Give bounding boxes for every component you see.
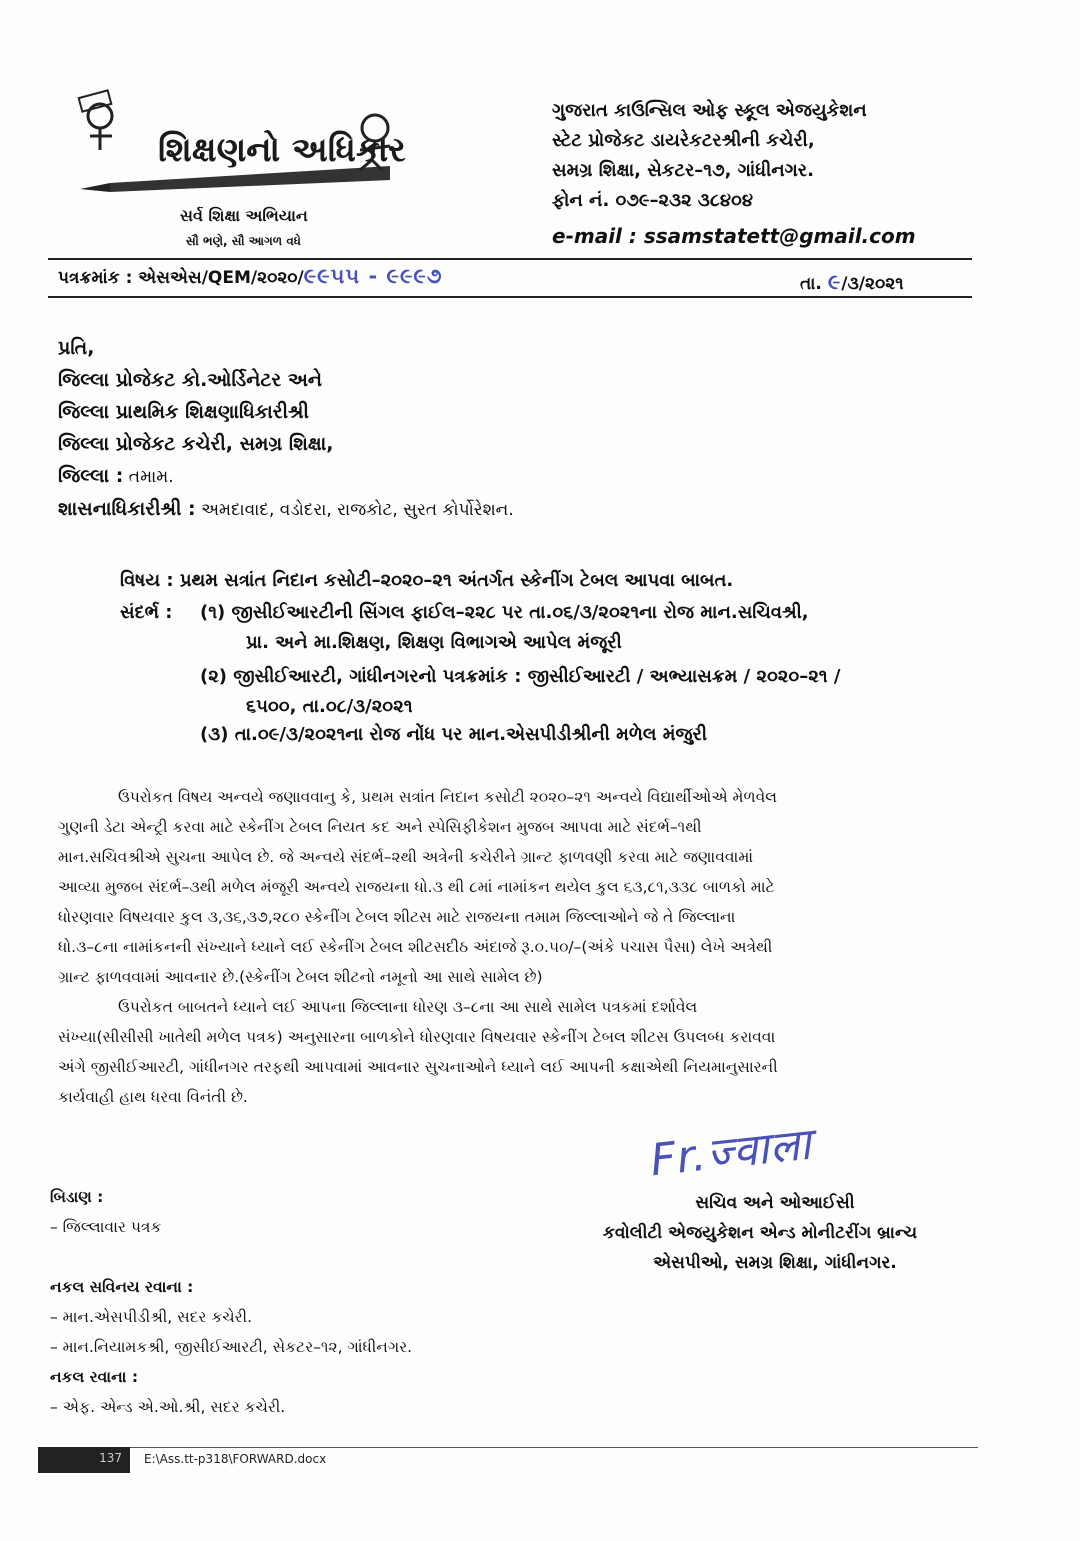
office-phone: ફોન નં. ૦૭૯–૨૩૨ ૩૮૪૦૪ [552,190,753,211]
addr-line4-label: જિલ્લા : [58,465,124,487]
date-suffix: /૩/૨૦૨૧ [841,274,904,294]
footer-rule [40,1447,978,1448]
p1-line: માન.સચિવશ્રીએ સુચના આપેલ છે. જે અન્વયે સંદર્ભ–૨થી અત્રેની કચેરીને ગ્રાન્ટ ફાળવણી કરવા માટે જણાવવામાં [58,848,754,866]
ref-number [58,264,442,289]
footer-bar [38,1447,130,1473]
signatory-office: એસપીઓ, સમગ્ર શિક્ષા, ગાંધીનગર. [653,1253,897,1273]
header-rule-top [48,258,972,260]
footer-page: 137 [99,1451,122,1465]
signatory-title: સચિવ અને ઓઆઈસી [695,1193,855,1213]
office-dept: સ્ટેટ પ્રોજેકટ ડાયરેકટરશ્રીની કચેરી, [552,130,815,151]
copy-item: – એફ. એન્ડ એ.ઓ.શ્રી, સદર કચેરી. [50,1398,286,1416]
office-email: e-mail : ssamstatett@gmail.com [552,224,916,248]
logo-title: શિક્ષણનો અધિકાર [158,130,406,170]
p1-line: ધો.૩–૮ના નામાંકનની સંખ્યાને ધ્યાને લઈ સ્કેનીંગ ટેબલ શીટસદીઠ અંદાજે રૂ.૦.૫૦/–(અંકે પચાસ પૈસા) લેખે અત્રેથી [58,938,773,956]
p1-line: ઉપરોકત વિષય અન્વયે જણાવવાનુ કે, પ્રથમ સત્રાંત નિદાન કસોટી ૨૦૨૦–૨૧ અન્વયે વિદ્યાર્થીઓએ મેળવેલ [118,788,777,806]
signatory-block [560,1188,960,1278]
copy-item: – માન.એસપીડીશ્રી, સદર કચેરી. [50,1308,253,1326]
header-rule-bottom [48,296,972,298]
reference-2-line2: ૬૫૦૦, તા.૦૮/૩/૨૦૨૧ [246,696,413,717]
date-handwritten: ૯ [827,270,842,294]
reference-2 [200,662,840,722]
p2-line: અંગે જીસીઈઆરટી, ગાંધીનગર તરફથી આપવામાં આવનાર સુચનાઓને ધ્યાને લઈ આપની કક્ષાએથી નિયમાનુસારની [58,1058,778,1076]
ref-handwritten: ૯૯૫૫ - ૯૯૯૭ [303,264,443,288]
p2-line: સંખ્યા(સીસીસી ખાતેથી મળેલ પત્રક) અનુસારના બાળકોને ધોરણવાર વિષયવાર સ્કેનીંગ ટેબલ શીટસ ઉપલબ્ધ કરાવવા [58,1028,776,1046]
p2-line: ઉપરોકત બાબતને ધ્યાને લઈ આપના જિલ્લાના ધોરણ ૩–૮ના આ સાથે સામેલ પત્રકમાં દર્શાવેલ [118,998,698,1016]
reference-2-line1: (૨) જીસીઈઆરટી, ગાંધીનગરનો પત્રક્રમાંક : જીસીઈઆરટી / અભ્યાસક્રમ / ૨૦૨૦–૨૧ / [200,666,841,687]
office-name: ગુજરાત કાઉન્સિલ ઓફ સ્કૂલ એજયુકેશન [552,100,867,121]
reference-1-line1: (૧) જીસીઈઆરટીની સિંગલ ફાઈલ–૨૨૮ પર તા.૦૬/૩/૨૦૨૧ના રોજ માન.સચિવશ્રી, [200,602,809,623]
copy-item: – માન.નિયામકશ્રી, જીસીઈઆરટી, સેકટર–૧૨, ગાંધીનગર. [50,1338,413,1356]
p2-line: કાર્યવાહી હાથ ધરવા વિનંતી છે. [58,1088,248,1106]
addr-line5-label: શાસનાધિકારીશ્રી : [58,498,196,520]
addr-line1: જિલ્લા પ્રોજેકટ કો.ઓર્ડિનેટર અને [58,369,323,391]
addr-line2: જિલ્લા પ્રાથમિક શિક્ષણાધિકારીશ્રી [58,401,309,423]
copies-block [50,1272,412,1422]
copies-label: નકલ સવિનય રવાના : [50,1278,194,1296]
signatory-branch: કવોલીટી એજયુકેશન એન્ડ મોનીટરીંગ બ્રાન્ચ [602,1223,918,1243]
copies-label-2: નકલ રવાના : [50,1368,139,1386]
addr-to: પ્રતિ, [58,337,95,359]
subject-line: વિષય : પ્રથમ સત્રાંત નિદાન કસોટી–૨૦૨૦–૨૧ અંતર્ગત સ્કેનીંગ ટેબલ આપવા બાબત. [120,570,734,591]
addr-line5 [58,493,514,526]
body-paragraph-1 [58,782,974,992]
ref-label: પત્રક્રમાંક : એસએસ/QEM/૨૦૨૦/ [58,268,304,288]
reference-3: (૩) તા.૦૯/૩/૨૦૨૧ના રોજ નોંધ પર માન.એસપીડીશ્રીની મળેલ મંજુરી [200,724,707,745]
addressee-block [58,332,514,526]
footer-path: E:\Ass.tt-p318\FORWARD.docx [144,1452,327,1466]
enclosure-block [50,1182,161,1242]
addr-line4-value: તમામ. [123,467,174,487]
date-prefix: તા. [800,274,822,294]
office-location: સમગ્ર શિક્ષા, સેકટર–૧૭, ગાંધીનગર. [552,160,814,181]
reference-1-line2: પ્રા. અને મા.શિક્ષણ, શિક્ષણ વિભાગએ આપેલ મંજૂરી [246,632,622,653]
addr-line4 [58,460,514,493]
p1-line: ગ્રાન્ટ ફાળવવામાં આવનાર છે.(સ્કેનીંગ ટેબલ શીટનો નમૂનો આ સાથે સામેલ છે) [58,968,543,986]
reference-1 [200,598,809,658]
office-header [552,96,867,216]
p1-line: ધોરણવાર વિષયવાર કુલ ૩,૩૬,૩૭,૨૮૦ સ્કેનીંગ ટેબલ શીટસ માટે રાજયના તમામ જિલ્લાઓને જે તે જિલ્લાના [58,908,736,926]
signature-scrawl: Fr.ज्वाला [648,1118,815,1187]
ref-date [800,270,904,295]
logo-tagline: સૌ ભણે, સૌ આગળ વધે [186,234,302,248]
p1-line: આવ્યા મુજબ સંદર્ભ–૩થી મળેલ મંજૂરી અન્વયે રાજયના ધો.૩ થી ૮માં નામાંકન થયેલ કુલ ૬૩,૮૧,૩૩૮ બાળકો માટે [58,878,775,896]
logo [60,88,420,258]
enclosure-label: બિડાણ : [50,1188,104,1206]
references-label: સંદર્ભ : [120,602,173,623]
p1-line: ગુણની ડેટા એન્ટ્રી કરવા માટે સ્કેનીંગ ટેબલ નિયત કદ અને સ્પેસિફીકેશન મુજબ આપવા માટે સંદર્ભ–૧થી [58,818,702,836]
addr-line3: જિલ્લા પ્રોજેકટ કચેરી, સમગ્ર શિક્ષા, [58,433,334,455]
addr-line5-value: અમદાવાદ, વડોદરા, રાજકોટ, સુરત કોર્પોરેશન. [195,500,514,520]
body-paragraph-2 [58,992,974,1112]
logo-subtitle: સર્વ શિક્ષા અભિયાન [180,206,308,225]
enclosure-item: – જિલ્લાવાર પત્રક [50,1218,162,1236]
